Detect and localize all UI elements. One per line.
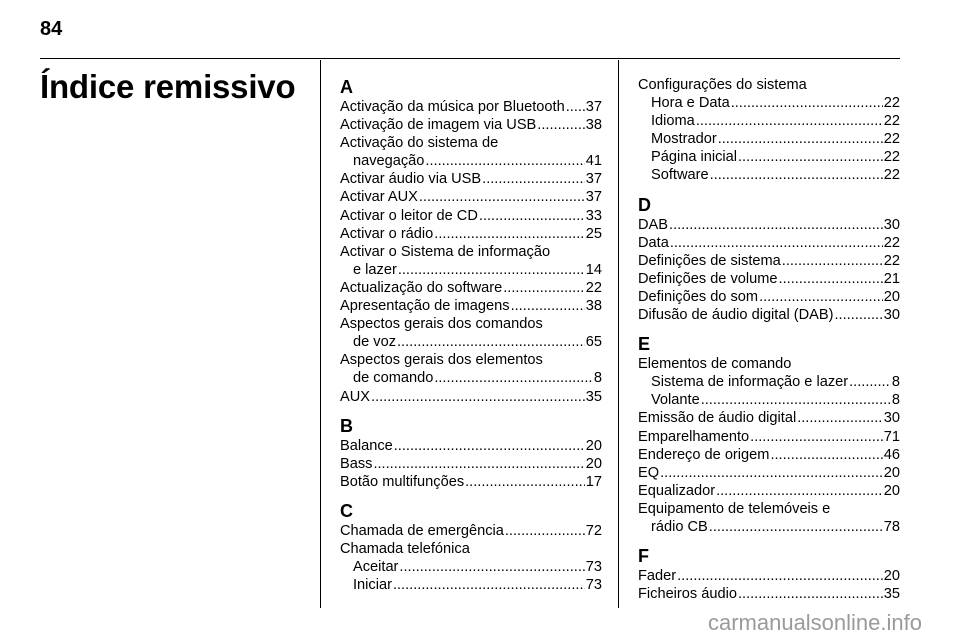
index-entry-heading: Configurações do sistema (638, 77, 807, 93)
index-subentry (340, 261, 602, 279)
index-page-number: 37 (585, 189, 602, 206)
index-entry (638, 446, 900, 464)
index-column-2 (638, 76, 900, 603)
index-page-number: 30 (883, 410, 900, 427)
leader-dots (503, 279, 585, 297)
index-page-number: 78 (883, 518, 900, 535)
index-entry-label: Endereço de origem (638, 446, 770, 463)
index-page-number: 20 (883, 482, 900, 499)
index-entry-label: de comando (353, 370, 434, 387)
index-page-number: 22 (883, 167, 900, 184)
leader-dots (731, 94, 883, 112)
index-entry-label: Apresentação de imagens (340, 298, 510, 315)
leader-dots (750, 428, 883, 446)
index-entry-heading: Activação do sistema de (340, 135, 499, 152)
index-page-number: 20 (883, 288, 900, 305)
leader-dots (511, 297, 585, 315)
index-entry-label: Chamada de emergência (340, 522, 504, 539)
index-page-number: 20 (883, 464, 900, 481)
leader-dots (434, 369, 593, 387)
index-page-number: 38 (585, 117, 602, 134)
leader-dots (394, 437, 585, 455)
index-entry (340, 437, 602, 455)
index-entry-label: Mostrador (651, 131, 717, 148)
index-entry-label: navegação (353, 153, 425, 170)
leader-dots (397, 333, 585, 351)
index-entry-label: rádio CB (651, 518, 708, 535)
index-letter-heading: F (638, 546, 649, 567)
index-page-number: 25 (585, 225, 602, 242)
index-entry-label: Bass (340, 455, 373, 472)
index-subentry (638, 518, 900, 536)
index-entry-label: DAB (638, 216, 669, 233)
index-entry-label: Difusão de áudio digital (DAB) (638, 307, 834, 324)
index-entry (340, 297, 602, 315)
index-subentry (638, 130, 900, 148)
index-page-number: 38 (585, 298, 602, 315)
index-entry (638, 288, 900, 306)
index-letter-heading: D (638, 194, 651, 215)
index-entry (340, 279, 602, 297)
leader-dots (710, 166, 883, 184)
index-page-number: 73 (585, 559, 602, 576)
index-entry-label: Activação da música por Bluetooth (340, 99, 565, 115)
index-subentry (638, 112, 900, 130)
index-page-number: 20 (585, 437, 602, 454)
index-entry (638, 216, 900, 234)
index-entry (638, 306, 900, 324)
page-number: 84 (40, 18, 63, 40)
index-entry-label: Sistema de informação e lazer (651, 374, 849, 391)
index-page-number: 8 (891, 392, 900, 409)
index-entry-label: Emparelhamento (638, 428, 750, 445)
leader-dots (660, 464, 883, 482)
index-entry-label: Balance (340, 437, 393, 454)
index-entry-label: Software (651, 167, 709, 184)
index-subentry (340, 576, 602, 594)
index-subentry (638, 373, 900, 391)
index-entry-label: Aceitar (353, 559, 399, 576)
leader-dots (759, 288, 883, 306)
index-subentry (340, 333, 602, 351)
index-page-number: 22 (585, 279, 602, 296)
leader-dots (718, 130, 883, 148)
index-entry-heading: Aspectos gerais dos comandos (340, 316, 543, 333)
index-subentry (340, 152, 602, 170)
index-entry-label: Activar AUX (340, 189, 418, 206)
leader-dots (399, 558, 584, 576)
index-entry-heading: Aspectos gerais dos elementos (340, 352, 543, 369)
index-page-number: 22 (883, 95, 900, 112)
index-subentry (340, 369, 602, 387)
index-entry (638, 234, 900, 252)
index-entry-label: Ficheiros áudio (638, 586, 737, 603)
leader-dots (696, 112, 883, 130)
index-entry-heading: Elementos de comando (638, 356, 792, 373)
index-entry-label: Botão multifunções (340, 473, 465, 490)
index-subentry (638, 391, 900, 409)
leader-dots (849, 373, 891, 391)
index-entry-label: Activar áudio via USB (340, 171, 482, 188)
index-page-number: 71 (883, 428, 900, 445)
leader-dots (670, 234, 883, 252)
index-letter-heading: A (340, 77, 353, 97)
leader-dots (738, 585, 883, 603)
leader-dots (373, 455, 584, 473)
index-entry (340, 188, 602, 206)
index-page-number: 20 (585, 455, 602, 472)
leader-dots (779, 270, 883, 288)
leader-dots (371, 388, 585, 406)
index-page-number: 37 (585, 99, 602, 115)
index-page-number: 22 (883, 113, 900, 130)
index-entry (638, 464, 900, 482)
leader-dots (669, 216, 883, 234)
leader-dots (419, 188, 585, 206)
top-rule (40, 58, 900, 59)
index-page-number: 22 (883, 131, 900, 148)
index-entry (638, 567, 900, 585)
index-column-1 (340, 76, 602, 594)
index-entry (340, 207, 602, 225)
index-subentry (340, 558, 602, 576)
index-entry-label: Equalizador (638, 482, 716, 499)
index-entry (638, 482, 900, 500)
index-page-number: 17 (585, 473, 602, 490)
index-page-number: 33 (585, 207, 602, 224)
leader-dots (797, 409, 883, 427)
leader-dots (716, 482, 883, 500)
leader-dots (835, 306, 883, 324)
index-letter-heading: C (340, 500, 353, 521)
section-title: Índice remissivo (40, 68, 296, 105)
leader-dots (782, 252, 883, 270)
index-subentry (638, 148, 900, 166)
index-page-number: 8 (891, 374, 900, 391)
index-entry (340, 170, 602, 188)
index-entry-label: AUX (340, 388, 371, 405)
index-entry (340, 225, 602, 243)
index-entry (638, 428, 900, 446)
leader-dots (393, 576, 585, 594)
index-entry-heading: Activar o Sistema de informação (340, 243, 551, 260)
index-entry (340, 388, 602, 406)
index-entry-label: Activação de imagem via USB (340, 117, 537, 134)
index-page-number: 22 (883, 234, 900, 251)
leader-dots (482, 170, 585, 188)
index-letter-heading: B (340, 415, 353, 436)
index-entry-label: Idioma (651, 113, 695, 130)
leader-dots (566, 98, 585, 116)
leader-dots (505, 522, 585, 540)
index-entry-label: Definições de sistema (638, 252, 781, 269)
index-entry (340, 522, 602, 540)
index-entry-label: e lazer (353, 261, 397, 278)
index-entry (638, 270, 900, 288)
index-entry-label: Actualização do software (340, 279, 503, 296)
index-page-number: 30 (883, 307, 900, 324)
watermark: carmanualsonline.info (707, 610, 922, 635)
index-page-number: 35 (883, 586, 900, 603)
index-entry (638, 585, 900, 603)
index-page-number: 22 (883, 252, 900, 269)
index-letter-heading: E (638, 334, 651, 355)
index-page-number: 35 (585, 388, 602, 405)
column-divider-left (320, 60, 321, 608)
index-entry (340, 116, 602, 134)
index-page-number: 37 (585, 171, 602, 188)
index-entry-label: de voz (353, 334, 396, 351)
leader-dots (701, 391, 891, 409)
column-divider-right (618, 60, 619, 608)
index-entry-heading: Equipamento de telemóveis e (638, 500, 831, 517)
index-entry-label: Definições do som (638, 288, 759, 305)
index-page-number: 22 (883, 149, 900, 166)
index-page-number: 30 (883, 216, 900, 233)
index-entry-label: Hora e Data (651, 95, 730, 112)
index-page-number: 46 (883, 446, 900, 463)
index-entry-label: Definições de volume (638, 270, 778, 287)
leader-dots (738, 148, 883, 166)
index-entry-label: Fader (638, 568, 677, 585)
index-entry-label: EQ (638, 464, 660, 481)
index-entry (638, 252, 900, 270)
index-page-number: 73 (585, 577, 602, 594)
index-entry-label: Volante (651, 392, 700, 409)
index-entry-label: Página inicial (651, 149, 737, 166)
index-entry-label: Activar o leitor de CD (340, 207, 478, 224)
index-page-number: 65 (585, 334, 602, 351)
index-entry (340, 473, 602, 491)
leader-dots (709, 518, 883, 536)
index-entry (340, 455, 602, 473)
index-entry (638, 409, 900, 427)
leader-dots (479, 207, 585, 225)
index-entry (340, 98, 602, 116)
index-page-number: 14 (585, 261, 602, 278)
leader-dots (677, 567, 883, 585)
index-subentry (638, 94, 900, 112)
index-page-number: 8 (593, 370, 602, 387)
leader-dots (425, 152, 584, 170)
index-entry-label: Data (638, 234, 669, 251)
leader-dots (398, 261, 585, 279)
index-entry-label: Iniciar (353, 577, 392, 594)
index-page-number: 20 (883, 568, 900, 585)
leader-dots (434, 225, 584, 243)
leader-dots (770, 446, 882, 464)
index-page-number: 41 (585, 153, 602, 170)
leader-dots (465, 473, 585, 491)
index-entry-label: Activar o rádio (340, 225, 434, 242)
index-page-number: 21 (883, 270, 900, 287)
index-subentry (638, 166, 900, 184)
leader-dots (537, 116, 584, 134)
index-page-number: 72 (585, 522, 602, 539)
index-entry-label: Emissão de áudio digital (638, 410, 797, 427)
index-entry-heading: Chamada telefónica (340, 540, 470, 557)
